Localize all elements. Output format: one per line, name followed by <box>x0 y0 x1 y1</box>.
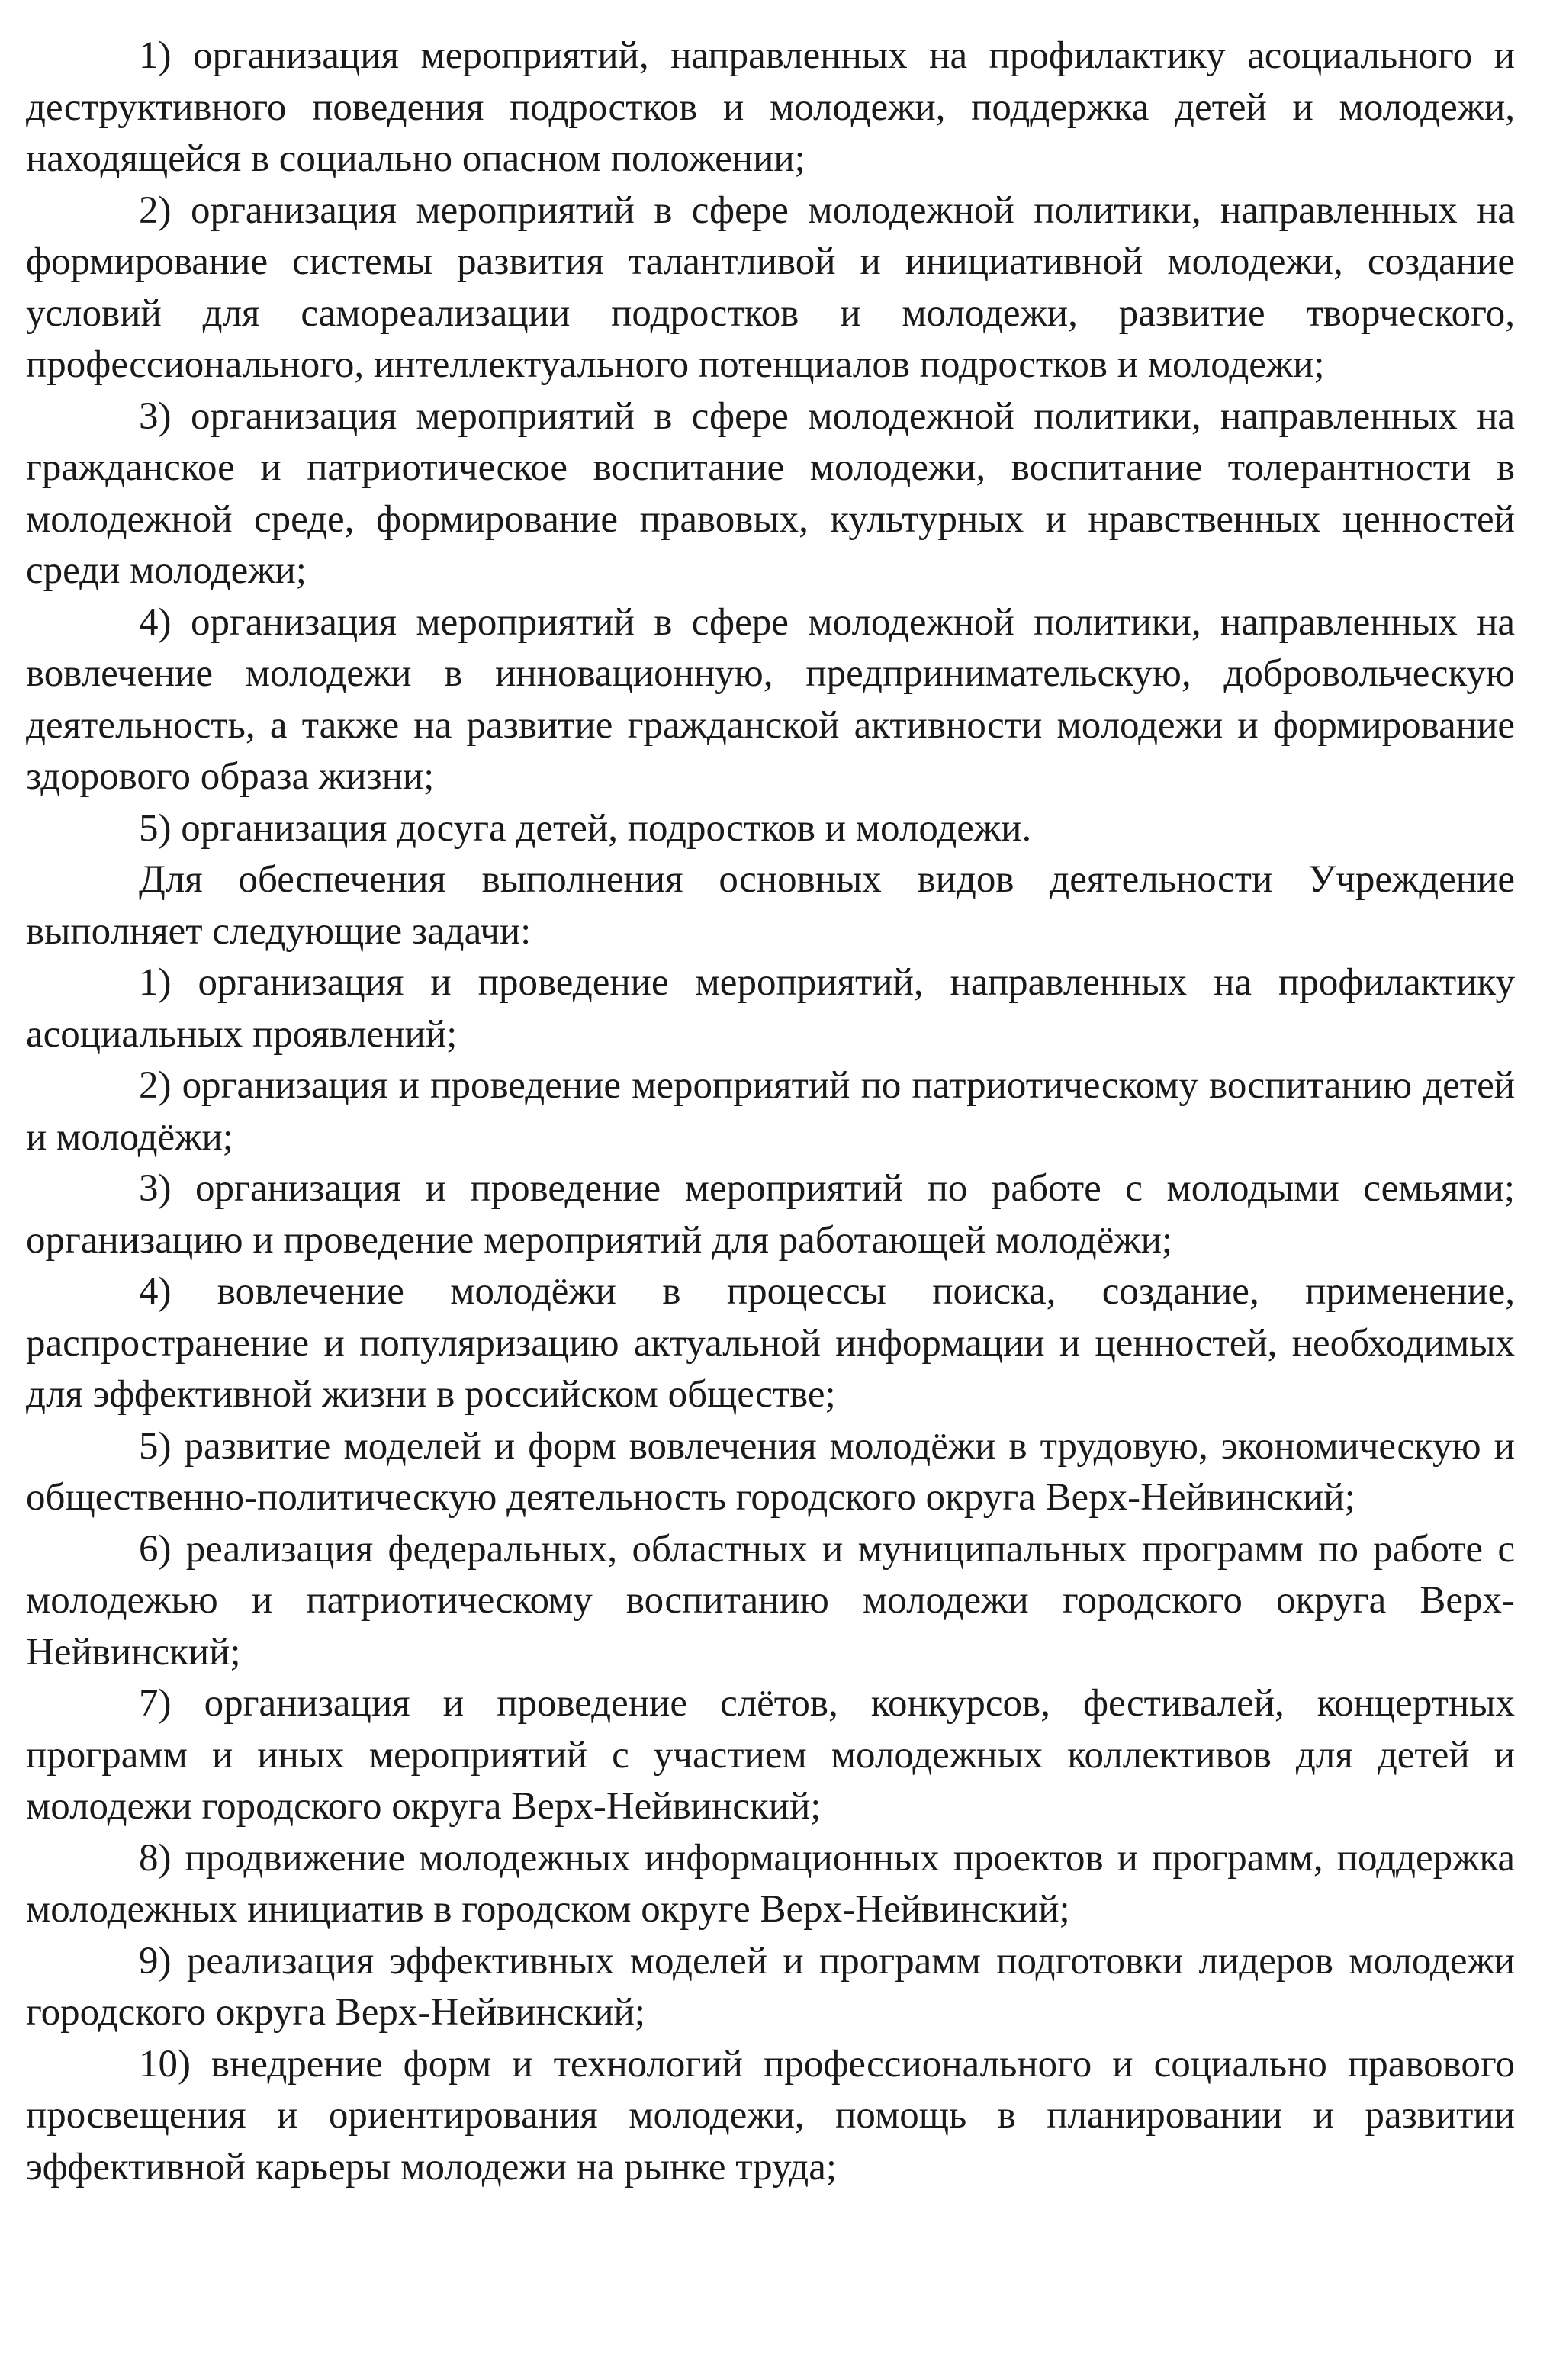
paragraph-task-5: 5) развитие моделей и форм вовлечения молодёжи в трудовую, экономическую и общественно-политическую деятельность городского округа Верх-Нейвинский; <box>26 1424 1515 1519</box>
paragraph-task-4: 4) вовлечение молодёжи в процессы поиска, создание, применение, распространение и популяризацию актуальной информации и ценностей, необходимых для эффективной жизни в российском обществе; <box>26 1270 1515 1416</box>
paragraph-activity-2: 2) организация мероприятий в сфере молодежной политики, направленных на формирование системы развития талантливой и инициативной молодежи, создание условий для самореализации подростков и молодежи, развитие творческого, профессионального, интеллектуального потенциалов подростков и молодежи; <box>26 188 1515 386</box>
paragraph-tasks-intro: Для обеспечения выполнения основных видов деятельности Учреждение выполняет следующие задачи: <box>26 858 1515 953</box>
paragraph-task-3: 3) организация и проведение мероприятий по работе с молодыми семьями; организацию и проведение мероприятий для работающей молодёжи; <box>26 1167 1515 1262</box>
paragraph-task-10: 10) внедрение форм и технологий профессионального и социально правового просвещения и ориентирования молодежи, помощь в планировании и развитии эффективной карьеры молодежи на рынке труда; <box>26 2042 1515 2189</box>
paragraph-activity-3: 3) организация мероприятий в сфере молодежной политики, направленных на гражданское и патриотическое воспитание молодежи, воспитание толерантности в молодежной среде, формирование правовых, культурных и нравственных ценностей среди молодежи; <box>26 394 1515 592</box>
paragraph-activity-1: 1) организация мероприятий, направленных на профилактику асоциального и деструктивного поведения подростков и молодежи, поддержка детей и молодежи, находящейся в социально опасном положении; <box>26 34 1515 180</box>
paragraph-activity-5: 5) организация досуга детей, подростков и молодежи. <box>139 806 1032 850</box>
paragraph-task-2: 2) организация и проведение мероприятий по патриотическому воспитанию детей и молодёжи; <box>26 1064 1515 1159</box>
paragraph-task-1: 1) организация и проведение мероприятий, направленных на профилактику асоциальных проявлений; <box>26 961 1515 1056</box>
paragraph-task-9: 9) реализация эффективных моделей и программ подготовки лидеров молодежи городского округа Верх-Нейвинский; <box>26 1939 1515 2034</box>
paragraph-activity-4: 4) организация мероприятий в сфере молодежной политики, направленных на вовлечение молодежи в инновационную, предпринимательскую, добровольческую деятельность, а также на развитие гражданской активности молодежи и формирование здорового образа жизни; <box>26 600 1515 798</box>
paragraph-task-8: 8) продвижение молодежных информационных проектов и программ, поддержка молодежных инициатив в городском округе Верх-Нейвинский; <box>26 1836 1515 1931</box>
paragraph-task-6: 6) реализация федеральных, областных и муниципальных программ по работе с молодежью и патриотическому воспитанию молодежи городского округа Верх-Нейвинский; <box>26 1527 1515 1674</box>
paragraph-task-7: 7) организация и проведение слётов, конкурсов, фестивалей, концертных программ и иных мероприятий с участием молодежных коллективов для детей и молодежи городского округа Верх-Нейвинский; <box>26 1682 1515 1828</box>
